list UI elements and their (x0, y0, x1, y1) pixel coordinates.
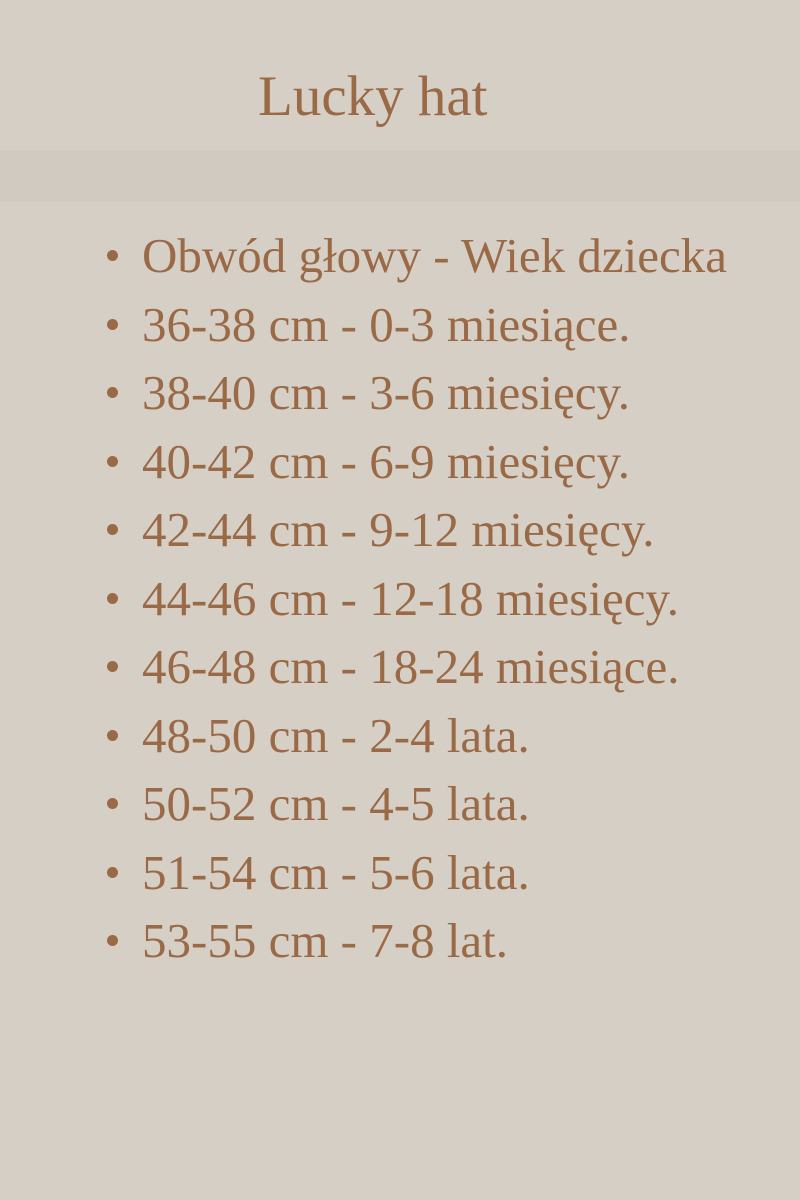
list-item-text: 53-55 cm - 7-8 lat. (142, 913, 509, 968)
list-item (0, 222, 800, 291)
bullet-icon (107, 524, 118, 535)
bullet-icon (107, 319, 118, 330)
page-title: Lucky hat (258, 65, 488, 128)
bullet-icon (107, 935, 118, 946)
list-item-text: 36-38 cm - 0-3 miesiące. (142, 296, 631, 352)
bullet-icon (107, 250, 118, 261)
list-item-text: 44-46 cm - 12-18 miesięcy. (142, 570, 680, 626)
list-item (0, 839, 800, 908)
bullet-icon (107, 730, 118, 741)
list-item (0, 291, 800, 360)
list-item-text: 50-52 cm - 4-5 lata. (142, 776, 530, 831)
header (0, 0, 800, 150)
list-item (0, 565, 800, 634)
bullet-icon (107, 661, 118, 672)
list-item-text: 46-48 cm - 18-24 miesiące. (142, 639, 680, 694)
list-item-text: 42-44 cm - 9-12 miesięcy. (142, 502, 655, 557)
bullet-icon (107, 593, 118, 604)
divider-band (0, 150, 800, 202)
bullet-icon (107, 798, 118, 809)
list-item (0, 907, 800, 976)
list-item (0, 770, 800, 839)
list-item-text: 38-40 cm - 3-6 miesięcy. (142, 365, 631, 420)
list-item (0, 359, 800, 428)
list-item (0, 428, 800, 497)
bullet-icon (107, 387, 118, 398)
size-chart-list (0, 222, 800, 976)
list-item (0, 633, 800, 702)
bullet-icon (107, 867, 118, 878)
list-item (0, 702, 800, 771)
list-item-text: 40-42 cm - 6-9 miesięcy. (142, 433, 631, 489)
list-item-text: Obwód głowy - Wiek dziecka (142, 228, 727, 283)
bullet-icon (107, 456, 118, 467)
list-item-text: 51-54 cm - 5-6 lata. (142, 844, 530, 900)
list-item (0, 496, 800, 565)
list-item-text: 48-50 cm - 2-4 lata. (142, 707, 530, 763)
